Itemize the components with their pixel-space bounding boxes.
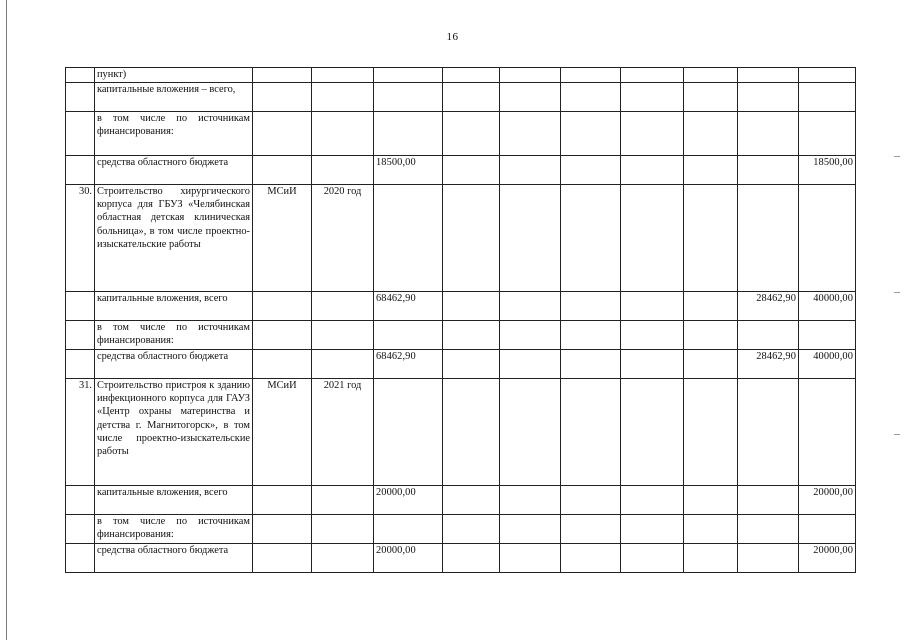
row-description: Строительство хирургического корпуса для ГБУЗ «Челябинская областная детская клиническая больница», в том числе проектно-изыскательские работы — [95, 185, 253, 292]
table-row — [66, 321, 856, 350]
cell-empty — [443, 379, 500, 486]
cell-empty — [621, 486, 684, 515]
cell-empty — [312, 544, 374, 573]
cell-empty — [684, 515, 738, 544]
cell-empty — [799, 68, 856, 83]
cell-empty — [500, 350, 561, 379]
cell-empty — [738, 112, 799, 156]
cell-empty — [621, 68, 684, 83]
row-number — [66, 544, 95, 573]
cell-empty — [684, 185, 738, 292]
cell-empty — [684, 379, 738, 486]
cell-empty — [253, 68, 312, 83]
cell-empty — [799, 515, 856, 544]
cell-empty — [621, 350, 684, 379]
cell-empty — [561, 486, 621, 515]
amount-final-year: 40000,00 — [799, 350, 856, 379]
cell-empty — [374, 112, 443, 156]
cell-empty — [500, 544, 561, 573]
cell-empty — [738, 379, 799, 486]
table-row — [66, 379, 856, 486]
cell-empty — [684, 544, 738, 573]
total-amount: 20000,00 — [374, 544, 443, 573]
cell-empty — [500, 292, 561, 321]
row-number — [66, 112, 95, 156]
cell-empty — [799, 185, 856, 292]
row-number — [66, 486, 95, 515]
cell-empty — [684, 156, 738, 185]
row-number — [66, 156, 95, 185]
cell-empty — [253, 292, 312, 321]
cell-empty — [799, 112, 856, 156]
amount-prior-year — [738, 156, 799, 185]
table-row — [66, 68, 856, 83]
amount-final-year: 20000,00 — [799, 486, 856, 515]
cell-empty — [443, 486, 500, 515]
cell-empty — [374, 321, 443, 350]
row-description: в том числе по источникам финансирования: — [95, 515, 253, 544]
cell-empty — [621, 112, 684, 156]
cell-empty — [799, 83, 856, 112]
cell-empty — [500, 185, 561, 292]
amount-final-year: 20000,00 — [799, 544, 856, 573]
cell-empty — [443, 185, 500, 292]
cell-empty — [621, 83, 684, 112]
cell-empty — [561, 544, 621, 573]
row-number — [66, 292, 95, 321]
cell-empty — [312, 83, 374, 112]
table-row — [66, 185, 856, 292]
page-number: 16 — [446, 31, 459, 43]
table-row — [66, 292, 856, 321]
cell-empty — [621, 321, 684, 350]
cell-empty — [312, 350, 374, 379]
table-row — [66, 112, 856, 156]
cell-empty — [443, 156, 500, 185]
cell-empty — [312, 486, 374, 515]
amount-final-year: 40000,00 — [799, 292, 856, 321]
cell-empty — [561, 515, 621, 544]
cell-empty — [738, 68, 799, 83]
cell-empty — [253, 321, 312, 350]
cell-empty — [443, 544, 500, 573]
cell-empty — [738, 321, 799, 350]
cell-empty — [443, 83, 500, 112]
cell-empty — [738, 515, 799, 544]
row-description: пункт) — [95, 68, 253, 83]
scan-mark — [894, 434, 900, 435]
cell-empty — [684, 321, 738, 350]
cell-empty — [500, 83, 561, 112]
row-description: капитальные вложения – всего, — [95, 83, 253, 112]
cell-empty — [684, 112, 738, 156]
cell-empty — [312, 321, 374, 350]
cell-empty — [374, 68, 443, 83]
cell-empty — [500, 321, 561, 350]
table-row — [66, 544, 856, 573]
scan-margin-line — [6, 0, 7, 640]
scan-mark — [894, 156, 900, 157]
cell-empty — [374, 185, 443, 292]
cell-empty — [312, 68, 374, 83]
amount-prior-year: 28462,90 — [738, 292, 799, 321]
cell-empty — [684, 292, 738, 321]
scan-mark — [894, 292, 900, 293]
cell-empty — [253, 486, 312, 515]
table-row — [66, 515, 856, 544]
row-description: средства областного бюджета — [95, 156, 253, 185]
cell-empty — [684, 68, 738, 83]
responsible-agency: МСиИ — [253, 379, 312, 486]
cell-empty — [500, 379, 561, 486]
cell-empty — [684, 83, 738, 112]
row-number — [66, 350, 95, 379]
row-description: средства областного бюджета — [95, 544, 253, 573]
cell-empty — [561, 83, 621, 112]
cell-empty — [253, 544, 312, 573]
amount-prior-year: 28462,90 — [738, 350, 799, 379]
cell-empty — [621, 515, 684, 544]
cell-empty — [374, 379, 443, 486]
cell-empty — [561, 68, 621, 83]
cell-empty — [621, 156, 684, 185]
cell-empty — [684, 486, 738, 515]
cell-empty — [253, 515, 312, 544]
cell-empty — [561, 321, 621, 350]
capital-investment-table — [65, 67, 856, 573]
cell-empty — [621, 379, 684, 486]
implementation-year: 2021 год — [312, 379, 374, 486]
cell-empty — [312, 515, 374, 544]
total-amount: 20000,00 — [374, 486, 443, 515]
implementation-year: 2020 год — [312, 185, 374, 292]
table-row — [66, 486, 856, 515]
cell-empty — [253, 83, 312, 112]
table-row — [66, 83, 856, 112]
cell-empty — [312, 292, 374, 321]
amount-prior-year — [738, 544, 799, 573]
cell-empty — [799, 379, 856, 486]
cell-empty — [374, 83, 443, 112]
total-amount: 18500,00 — [374, 156, 443, 185]
row-number — [66, 83, 95, 112]
cell-empty — [443, 321, 500, 350]
row-description: в том числе по источникам финансирования: — [95, 321, 253, 350]
cell-empty — [443, 515, 500, 544]
cell-empty — [253, 112, 312, 156]
cell-empty — [312, 112, 374, 156]
cell-empty — [443, 68, 500, 83]
cell-empty — [561, 379, 621, 486]
cell-empty — [500, 68, 561, 83]
cell-empty — [561, 292, 621, 321]
cell-empty — [561, 112, 621, 156]
row-number: 30. — [66, 185, 95, 292]
row-number — [66, 68, 95, 83]
table-row — [66, 156, 856, 185]
cell-empty — [621, 544, 684, 573]
cell-empty — [561, 350, 621, 379]
cell-empty — [500, 112, 561, 156]
row-number — [66, 515, 95, 544]
table-row — [66, 350, 856, 379]
cell-empty — [443, 112, 500, 156]
cell-empty — [684, 350, 738, 379]
row-number — [66, 321, 95, 350]
cell-empty — [500, 156, 561, 185]
cell-empty — [312, 156, 374, 185]
amount-prior-year — [738, 486, 799, 515]
total-amount: 68462,90 — [374, 292, 443, 321]
total-amount: 68462,90 — [374, 350, 443, 379]
cell-empty — [253, 350, 312, 379]
cell-empty — [443, 350, 500, 379]
cell-empty — [443, 292, 500, 321]
amount-final-year: 18500,00 — [799, 156, 856, 185]
row-description: Строительство пристроя к зданию инфекционного корпуса для ГАУЗ «Центр охраны материнства и детства г. Магнитогорск», в том числе проектно-изыскательские работы — [95, 379, 253, 486]
cell-empty — [621, 292, 684, 321]
row-description: капитальные вложения, всего — [95, 292, 253, 321]
row-description: капитальные вложения, всего — [95, 486, 253, 515]
cell-empty — [561, 156, 621, 185]
cell-empty — [253, 156, 312, 185]
cell-empty — [621, 185, 684, 292]
cell-empty — [374, 515, 443, 544]
responsible-agency: МСиИ — [253, 185, 312, 292]
cell-empty — [738, 185, 799, 292]
cell-empty — [500, 515, 561, 544]
cell-empty — [738, 83, 799, 112]
row-description: в том числе по источникам финансирования: — [95, 112, 253, 156]
row-number: 31. — [66, 379, 95, 486]
cell-empty — [561, 185, 621, 292]
cell-empty — [500, 486, 561, 515]
row-description: средства областного бюджета — [95, 350, 253, 379]
cell-empty — [799, 321, 856, 350]
